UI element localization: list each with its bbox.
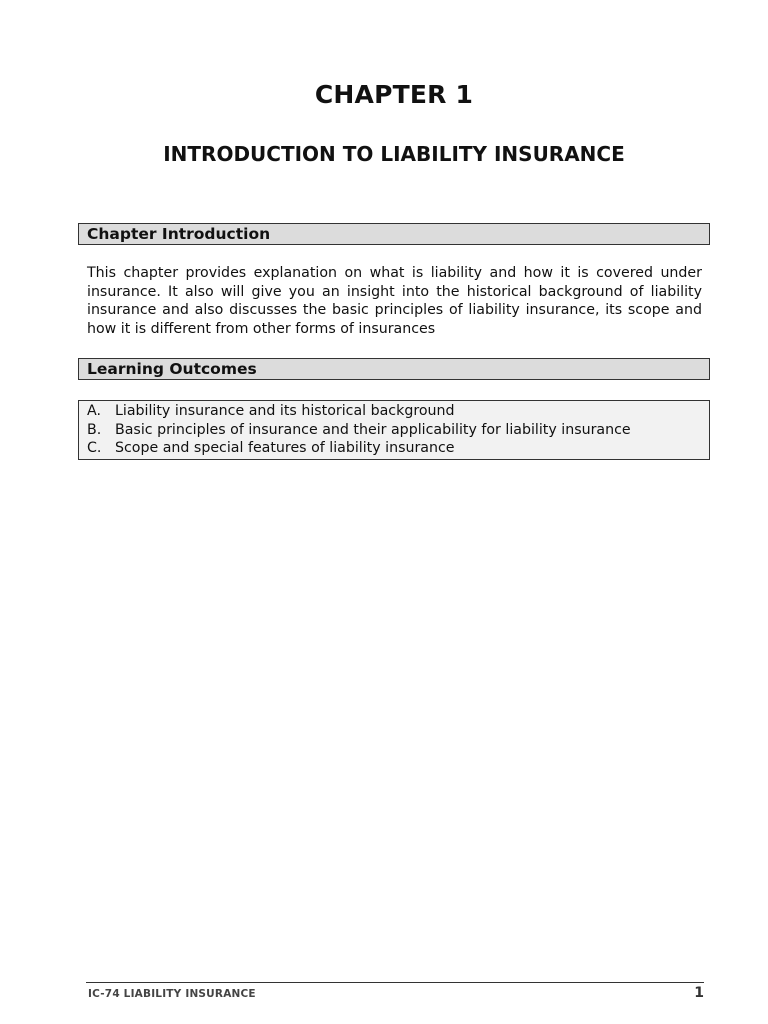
- chapter-number: CHAPTER 1: [314, 80, 474, 109]
- learning-outcome-item: [87, 439, 709, 458]
- footer-course-title: IC-74 LIABILITY INSURANCE: [88, 988, 256, 1000]
- learning-outcome-item: [87, 402, 709, 421]
- footer-divider: [86, 982, 704, 983]
- outcome-text: Scope and special features of liability insurance: [115, 440, 455, 456]
- chapter-introduction-text: This chapter provides explanation on what is liability and how it is covered under insurance. It also will give you an insight into the historical background of liability insurance and also discusses the basic principles of liability insurance, its scope and how it is different from other forms of insurances: [87, 265, 702, 337]
- chapter-title: INTRODUCTION TO LIABILITY INSURANCE: [163, 142, 625, 166]
- outcome-text: Basic principles of insurance and their applicability for liability insurance: [115, 421, 631, 438]
- learning-outcomes-list: [78, 400, 710, 460]
- outcome-text: Liability insurance and its historical background: [115, 403, 455, 419]
- chapter-introduction-header: Chapter Introduction: [78, 223, 710, 245]
- learning-outcome-item: [87, 421, 709, 440]
- page-number: 1: [694, 985, 704, 1001]
- outcome-letter: A.: [87, 403, 101, 419]
- outcome-letter: B.: [87, 421, 102, 438]
- learning-outcomes-header: Learning Outcomes: [78, 358, 710, 380]
- outcome-letter: C.: [87, 440, 102, 456]
